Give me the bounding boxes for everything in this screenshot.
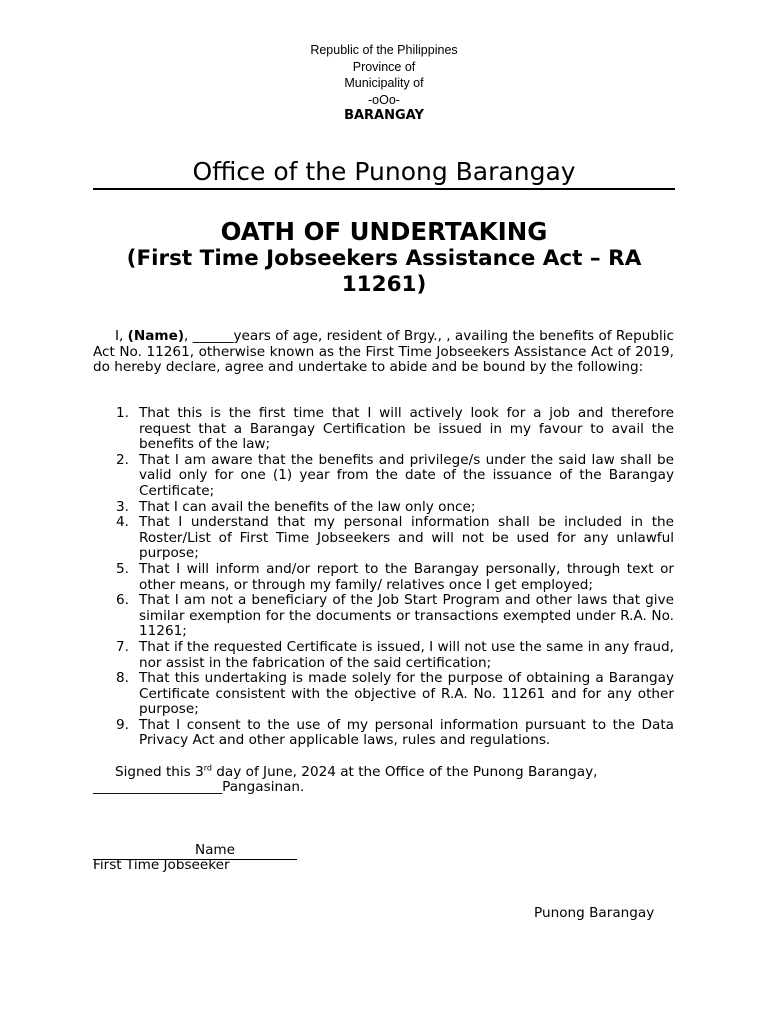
age-blank: ______ [192,328,234,344]
list-item [93,718,674,749]
name-placeholder: (Name) [127,328,185,344]
item-text: That I consent to the use of my personal information pursuant to the Data Privacy Act and other applicable laws, rules and regulations. [139,716,674,749]
list-item [93,593,674,640]
item-number: 1. [116,405,129,421]
signed-place-line [93,780,674,796]
item-number: 2. [116,451,129,468]
intro-after-name: , [184,328,193,344]
item-text: That I understand that my personal information shall be included in the Roster/List of First Time Jobseekers and will not be used for any unlawful purpose; [139,514,674,562]
item-text: That this undertaking is made solely for the purpose of obtaining a Barangay Certificate consistent with the objective of R.A. No. 11261 and for any other purpose; [139,670,674,718]
province-line: Province of [352,59,416,74]
signed-middle: day of June, 2024 at the Office of the Punong Barangay, [211,764,598,780]
item-text: That I can avail the benefits of the law only once; [139,498,476,515]
list-item [93,453,674,500]
item-text: That this is the first time that I will actively look for a job and therefore request that a Barangay Certification be issued in my favour to avail the benefits of the law; [139,405,674,453]
undertaking-list [93,406,674,749]
oath-subtitle: (First Time Jobseekers Assistance Act – RA 11261) [126,246,642,297]
item-number: 6. [116,592,129,609]
item-number: 8. [116,670,129,687]
intro-prefix: I, [115,328,128,344]
list-item [93,515,674,562]
title-rule [93,188,675,190]
ornament-line: -oOo- [368,92,400,107]
list-item [93,406,674,453]
oath-title: OATH OF UNDERTAKING [220,217,548,246]
office-title: Office of the Punong Barangay [192,157,576,186]
jobseeker-name: Name [194,842,236,858]
list-item [93,562,674,593]
item-text: That I am aware that the benefits and privilege/s under the said law shall be valid only for one (1) year from the date of the issuance of the Barangay Certificate; [139,451,674,499]
list-item [93,671,674,718]
jobseeker-title: First Time Jobseeker [93,857,230,873]
list-item [93,500,674,516]
item-text: That I am not a beneficiary of the Job Start Program and other laws that give similar exemption for the documents or transactions exempted under R.A. No. 11261; [139,592,674,640]
date-ordinal: rd [203,763,212,773]
item-number: 4. [116,514,129,531]
intro-paragraph [93,329,674,376]
punong-barangay-title: Punong Barangay [534,905,655,921]
signed-prefix: Signed this 3 [115,764,204,780]
barangay-line: BARANGAY [344,108,424,123]
item-number: 3. [116,498,129,515]
item-number: 9. [116,716,129,733]
item-text: That if the requested Certificate is issued, I will not use the same in any fraud, nor assist in the fabrication of the said certification; [139,638,674,671]
item-number: 5. [116,560,129,577]
list-item [93,640,674,671]
item-number: 7. [116,638,129,655]
intro-text: years of age, resident of Brgy., , availing the benefits of Republic Act No. 11261, otherwise known as the First Time Jobseekers Assistance Act of 2019, do hereby declare, agree and undertake to abide and be bound by the following: [93,328,674,376]
republic-line: Republic of the Philippines [310,43,458,57]
item-text: That I will inform and/or report to the Barangay personally, through text or other means, or through my family/ relatives once I get employed; [139,560,674,593]
place-name: Pangasinan. [222,779,305,795]
municipality-line: Municipality of [344,76,424,90]
place-blank: ___________________ [93,779,223,795]
letterhead [0,42,768,125]
